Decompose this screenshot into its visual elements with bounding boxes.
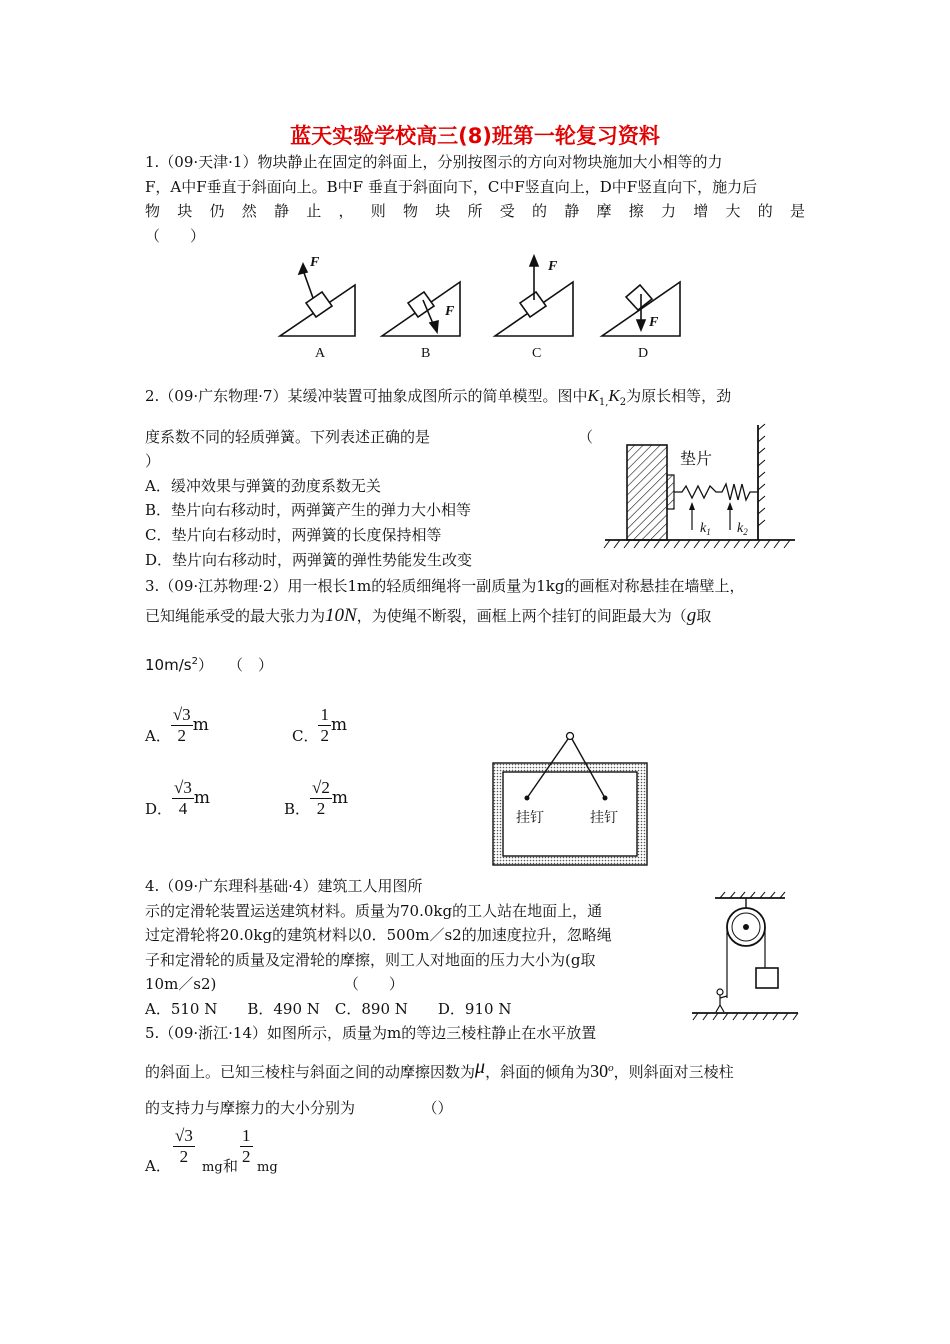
q3-line2 (145, 606, 711, 626)
q5-line2-pre: 的斜面上。已知三棱柱与斜面之间的动摩擦因数为 (145, 1063, 476, 1081)
q5-line3: 的支持力与摩擦力的大小分别为 （） (145, 1099, 453, 1117)
q3-a-num: √3 (172, 705, 191, 724)
q2-option-c: C．垫片向右移动时，两弹簧的长度保持相等 (145, 526, 442, 544)
k1-symbol: K (587, 386, 599, 405)
q3-line3 (145, 652, 273, 675)
q3-option-c (292, 705, 347, 746)
q3-c-num: 1 (320, 705, 329, 724)
q3-take: 取 (696, 607, 712, 625)
q3-option-a-label: A． (145, 727, 171, 745)
q5-line2-post: ，则斜面对三棱柱 (613, 1063, 734, 1081)
q4-line5: 10m／s2) （ ） (145, 975, 404, 993)
q1-incline-figure (270, 248, 700, 363)
k1-label: k (700, 521, 707, 536)
nail-left-label: 挂钉 (516, 811, 544, 826)
k2-label: k (737, 521, 744, 536)
q5-line2-mid: ，斜面的倾角为 (485, 1063, 591, 1081)
q3-frame-figure (490, 730, 650, 868)
q2-option-a: A．缓冲效果与弹簧的劲度系数无关 (145, 477, 381, 495)
q5-a-num2: 1 (242, 1126, 251, 1145)
q2-option-b: B．垫片向右移动时，两弹簧产生的弹力大小相等 (145, 501, 472, 519)
q3-option-a (145, 705, 209, 746)
q1-line2: F，A中F垂直于斜面向上。B中F 垂直于斜面向下，C中F竖直向上，D中F竖直向下，施力后 (145, 178, 758, 196)
q5-he: 和 (223, 1157, 239, 1175)
q4-pulley-figure (690, 890, 800, 1025)
q5-a-den2: 2 (242, 1147, 251, 1166)
k1-label-sub: 1 (706, 527, 711, 537)
q5-a-den1: 2 (179, 1147, 189, 1166)
q2-line1 (145, 386, 731, 413)
force-label-a: F (310, 255, 320, 270)
caption-a: A (315, 346, 326, 361)
pad-label: 垫片 (680, 451, 713, 468)
caption-d: D (638, 346, 649, 361)
svg-text:k2 (737, 521, 748, 537)
q3-c-unit: m (330, 715, 348, 735)
nail-right-label: 挂钉 (590, 811, 618, 826)
q2-spring-figure (600, 420, 800, 555)
q3-line2-pre: 已知绳能承受的最大张力为 (145, 607, 326, 625)
q3-gravity: 10m/s (145, 656, 192, 674)
q4-options: A．510 N B．490 N C．890 N D．910 N (145, 1000, 512, 1018)
k2-sub: 2 (619, 397, 627, 408)
q4-line4: 子和定滑轮的质量及定滑轮的摩擦，则工人对地面的压力大小为(g取 (145, 951, 596, 969)
q3-option-d (145, 778, 210, 819)
q3-line2-post: ，为使绳不断裂，画框上两个挂钉的间距最大为（ (356, 607, 687, 625)
q2-line1-post: 为原长相等，劲 (626, 387, 732, 405)
q3-b-den: 2 (316, 799, 326, 818)
q3-option-b-label: B． (284, 800, 311, 818)
q2-option-d: D．垫片向右移动时，两弹簧的弹性势能发生改变 (145, 551, 473, 569)
q4-line3: 过定滑轮将20.0kg的建筑材料以0．500m／s2的加速度拉升，忽略绳 (145, 926, 612, 944)
k2-symbol: K (608, 386, 620, 405)
k2-label-sub: 2 (743, 527, 748, 537)
q2-line1-pre: 2.（09·广东物理·7）某缓冲装置可抽象成图所示的简单模型。图中 (145, 387, 588, 405)
q3-a-unit: m (192, 715, 209, 735)
q4-line1: 4.（09·广东理科基础·4）建筑工人用图所 (145, 877, 423, 895)
q3-line3-post: ） （ ） (197, 656, 273, 674)
force-label-b: F (445, 304, 455, 319)
q3-a-den: 2 (177, 726, 187, 745)
q3-gravity-sup: 2 (191, 656, 198, 667)
force-label-c: F (548, 259, 558, 274)
q3-option-c-label: C． (292, 727, 319, 745)
mu-symbol: μ (475, 1056, 486, 1078)
q5-option-a-label: A． (145, 1157, 171, 1175)
q2-paren-close: ） (145, 452, 161, 470)
q1-line4: （ ） (145, 227, 206, 245)
q3-c-den: 2 (320, 726, 329, 745)
q5-mg1: mg (202, 1160, 223, 1175)
q5-line1: 5.（09·浙江·14）如图所示，质量为m的等边三棱柱静止在水平放置 (145, 1024, 597, 1042)
q5-line2 (145, 1057, 734, 1082)
caption-b: B (421, 346, 431, 361)
force-label-d: F (649, 315, 659, 330)
q3-d-den: 4 (178, 799, 188, 818)
g-symbol: g (686, 605, 697, 626)
q3-d-unit: m (193, 788, 210, 808)
q3-b-unit: m (331, 788, 348, 808)
k1-sub: 1, (598, 397, 609, 408)
q3-option-d-label: D． (145, 800, 173, 818)
tension-value: 10N (325, 605, 357, 626)
q1-line1: 1.（09·天津·1）物块静止在固定的斜面上，分别按图示的方向对物块施加大小相等的力 (145, 153, 723, 171)
q3-b-num: √2 (312, 778, 330, 797)
q3-d-num: √3 (174, 778, 192, 797)
q3-option-b (284, 778, 348, 819)
caption-c: C (532, 346, 542, 361)
q5-a-num1: √3 (175, 1126, 193, 1145)
page-title: 蓝天实验学校高三(8)班第一轮复习资料 (290, 124, 660, 148)
q5-mg2: mg (257, 1160, 278, 1175)
angle-sup: o (608, 1062, 614, 1074)
svg-text:k1 (700, 521, 711, 537)
q2-paren-open: （ (578, 428, 594, 446)
q1-line3: 物 块 仍 然 静 止 ， 则 物 块 所 受 的 静 摩 擦 力 增 大 的 是 (145, 202, 805, 220)
angle-value: 30 (590, 1061, 609, 1081)
q2-line2: 度系数不同的轻质弹簧。下列表述正确的是 (145, 428, 431, 446)
q4-line2: 示的定滑轮装置运送建筑材料。质量为70.0kg的工人站在地面上，通 (145, 902, 603, 920)
q3-line1: 3.（09·江苏物理·2）用一根长1m的轻质细绳将一副质量为1kg的画框对称悬挂在墙壁上， (145, 577, 745, 595)
